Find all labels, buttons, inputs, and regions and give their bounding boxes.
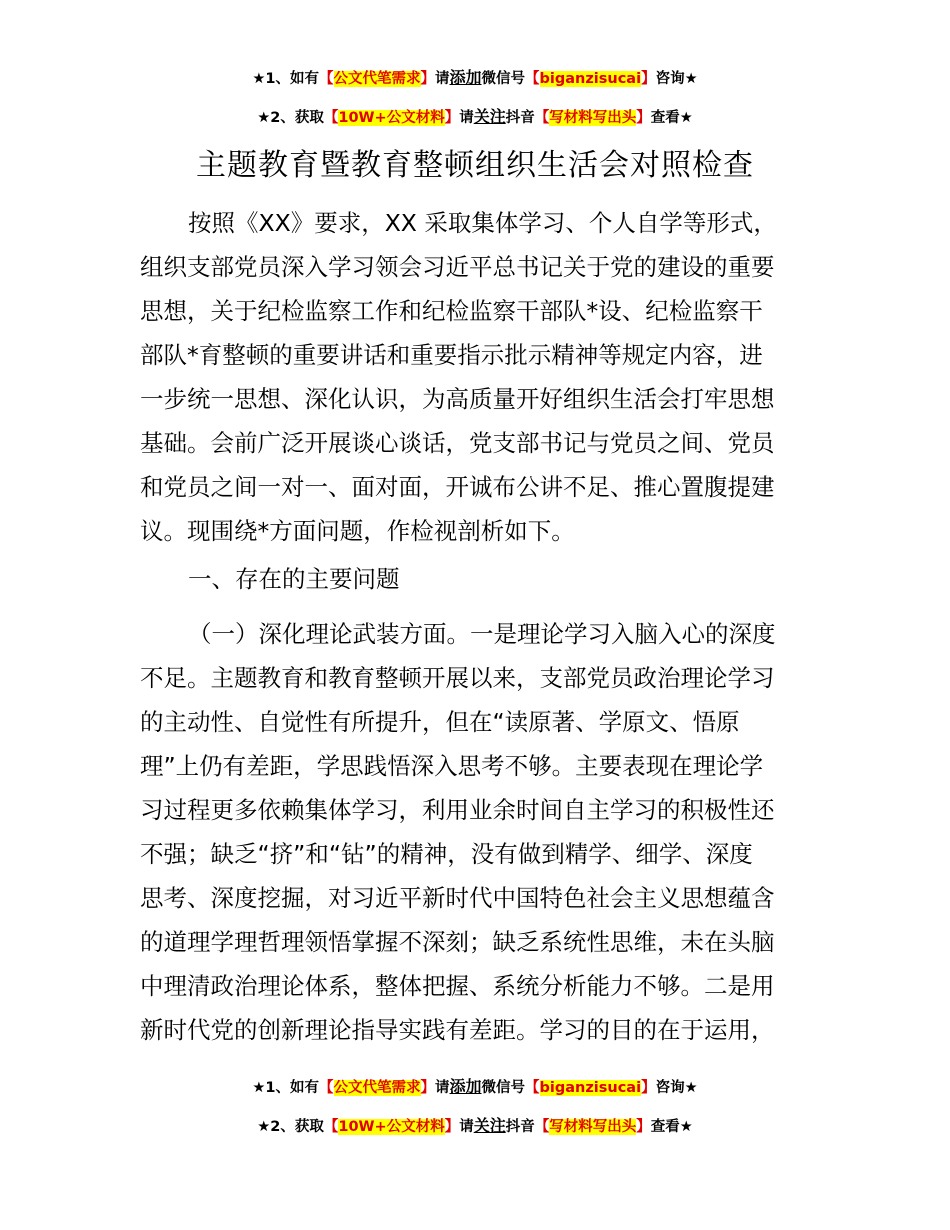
promo-text: 请 xyxy=(459,1119,474,1135)
promo-bracket: 【 xyxy=(323,110,339,126)
promo-bracket: 【 xyxy=(319,1080,334,1096)
promo-highlight-wechat-id: biganzisucai xyxy=(539,71,642,87)
promo-prefix: ★1、如有 xyxy=(252,71,319,87)
promo-emphasis: 添加 xyxy=(449,68,482,87)
text-line: 的道理学理哲理领悟掌握不深刻；缺乏系统性思维，未在头脑 xyxy=(140,928,775,956)
paragraph-intro xyxy=(140,201,820,553)
promo-line-1-bottom xyxy=(0,1077,950,1098)
promo-bracket: 】 xyxy=(420,71,435,87)
promo-suffix: 咨询★ xyxy=(655,1080,698,1096)
text-line: （一）深化理论武装方面。一是理论学习入脑入心的深度 xyxy=(188,620,776,648)
promo-suffix: 查看★ xyxy=(650,1119,693,1135)
promo-emphasis: 关注 xyxy=(473,107,506,126)
promo-line-2-bottom xyxy=(0,1116,950,1137)
promo-bracket: 】 xyxy=(636,1119,651,1135)
promo-bracket: 】 xyxy=(444,110,460,126)
text-line: 组织支部党员深入学习领会习近平总书记关于党的建设的重要 xyxy=(140,253,775,281)
text-line: 新时代党的创新理论指导实践有差距。学习的目的在于运用， xyxy=(140,1016,775,1044)
promo-emphasis: 添加 xyxy=(449,1077,482,1096)
promo-bracket: 【 xyxy=(534,1119,550,1135)
text-line: 思想，关于纪检监察工作和纪检监察干部队*设、纪检监察干 xyxy=(140,297,763,325)
promo-highlight-materials: 10W+公文材料 xyxy=(338,1119,445,1135)
text-line: 理”上仍有差距，学思践悟深入思考不够。主要表现在理论学 xyxy=(140,752,764,780)
promo-highlight-service: 公文代笔需求 xyxy=(333,71,421,87)
text-line: 中理清政治理论体系，整体把握、系统分析能力不够。二是用 xyxy=(140,972,775,1000)
paragraph-theory xyxy=(140,612,820,1052)
promo-bracket: 【 xyxy=(323,1119,339,1135)
promo-bracket: 【 xyxy=(319,71,334,87)
text-line: 一步统一思想、深化认识，为高质量开好组织生活会打牢思想 xyxy=(140,385,775,413)
promo-text: 抖音 xyxy=(505,110,535,126)
text-line: 的主动性、自觉性有所提升，但在“读原著、学原文、悟原 xyxy=(140,708,740,736)
section-heading xyxy=(140,557,820,601)
promo-text: 微信号 xyxy=(481,71,526,87)
promo-text: 请 xyxy=(435,1080,450,1096)
heading-text: 一、存在的主要问题 xyxy=(188,565,400,593)
promo-bracket: 【 xyxy=(525,71,540,87)
promo-suffix: 查看★ xyxy=(650,110,693,126)
promo-bracket: 】 xyxy=(641,71,656,87)
promo-line-1-top xyxy=(0,68,950,89)
text-line: 议。现围绕*方面问题，作检视剖析如下。 xyxy=(140,517,575,545)
promo-bracket: 【 xyxy=(525,1080,540,1096)
text-line: 不足。主题教育和教育整顿开展以来，支部党员政治理论学习 xyxy=(140,664,775,692)
promo-highlight-douyin: 写材料写出头 xyxy=(549,1119,637,1135)
promo-bracket: 】 xyxy=(444,1119,460,1135)
promo-bracket: 】 xyxy=(420,1080,435,1096)
promo-text: 微信号 xyxy=(481,1080,526,1096)
text-line: 按照《XX》要求，XX 采取集体学习、个人自学等形式， xyxy=(188,209,777,237)
promo-highlight-wechat-id: biganzisucai xyxy=(539,1080,642,1096)
promo-bracket: 】 xyxy=(641,1080,656,1096)
promo-text: 请 xyxy=(459,110,474,126)
promo-highlight-service: 公文代笔需求 xyxy=(333,1080,421,1096)
promo-bracket: 【 xyxy=(534,110,550,126)
promo-text: 请 xyxy=(435,71,450,87)
promo-highlight-douyin: 写材料写出头 xyxy=(549,110,637,126)
text-line: 基础。会前广泛开展谈心谈话，党支部书记与党员之间、党员 xyxy=(140,429,775,457)
promo-prefix: ★2、获取 xyxy=(257,110,324,126)
promo-text: 抖音 xyxy=(505,1119,535,1135)
text-line: 习过程更多依赖集体学习，利用业余时间自主学习的积极性还 xyxy=(140,796,775,824)
promo-emphasis: 关注 xyxy=(473,1116,506,1135)
promo-line-2-top xyxy=(0,107,950,128)
text-line: 和党员之间一对一、面对面，开诚布公讲不足、推心置腹提建 xyxy=(140,473,775,501)
text-line: 思考、深度挖掘，对习近平新时代中国特色社会主义思想蕴含 xyxy=(140,884,775,912)
promo-suffix: 咨询★ xyxy=(655,71,698,87)
promo-bracket: 】 xyxy=(636,110,651,126)
promo-prefix: ★2、获取 xyxy=(257,1119,324,1135)
promo-highlight-materials: 10W+公文材料 xyxy=(338,110,445,126)
promo-prefix: ★1、如有 xyxy=(252,1080,319,1096)
text-line: 不强；缺乏“挤”和“钻”的精神，没有做到精学、细学、深度 xyxy=(140,840,753,868)
document-title: 主题教育暨教育整顿组织生活会对照检查 xyxy=(196,148,754,183)
text-line: 部队*育整顿的重要讲话和重要指示批示精神等规定内容，进 xyxy=(140,341,763,369)
